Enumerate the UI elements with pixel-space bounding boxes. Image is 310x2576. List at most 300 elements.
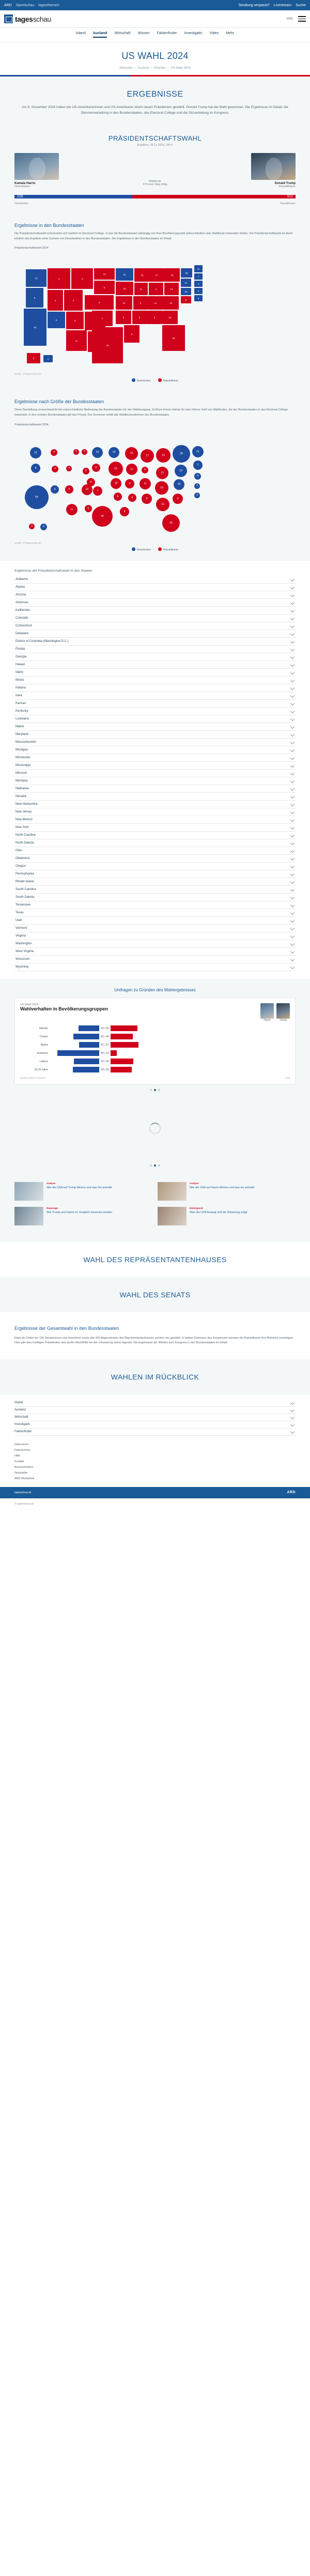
bubble-dc[interactable]: 3 — [194, 493, 200, 498]
state-accordion-item[interactable] — [14, 925, 296, 932]
state-accordion-item[interactable] — [14, 630, 296, 638]
bubble-ma[interactable]: 11 — [192, 446, 204, 457]
state-accordion-label: Maine — [16, 725, 24, 728]
chevron-down-icon[interactable] — [290, 685, 295, 689]
nav-item-wirtschaft[interactable]: Wirtschaft — [114, 32, 131, 35]
chevron-down-icon[interactable] — [290, 732, 295, 736]
state-accordion-item[interactable] — [14, 746, 296, 754]
chevron-down-icon[interactable] — [290, 763, 295, 767]
trump-party: Republikaner — [278, 185, 296, 189]
state-accordion-item[interactable] — [14, 832, 296, 839]
bubble-ok[interactable]: 7 — [93, 486, 102, 496]
map-state-ne-ks[interactable]: 6 — [85, 295, 114, 310]
state-accordion-item[interactable] — [14, 785, 296, 793]
map-state-ak[interactable]: 3 — [27, 353, 40, 363]
survey-chart-card — [14, 998, 296, 1085]
state-accordion-item[interactable] — [14, 886, 296, 894]
chevron-down-icon[interactable] — [290, 662, 295, 666]
survey-heading: Umfragen zu Gründen des Wahlergebnisses — [114, 987, 196, 992]
state-accordion-item[interactable] — [14, 894, 296, 901]
state-accordion-item[interactable] — [14, 638, 296, 646]
candidate-trump — [251, 153, 296, 188]
state-accordion-item[interactable] — [14, 801, 296, 808]
carousel-dot-3[interactable] — [158, 1089, 160, 1091]
carousel2-dot-3[interactable] — [158, 1164, 160, 1167]
state-accordion-item[interactable] — [14, 839, 296, 847]
footer-link[interactable]: Kontakt — [14, 1460, 24, 1463]
state-accordion-item[interactable] — [14, 622, 296, 630]
teaser-headline[interactable]: Was die USA bewegt und die Stimmung prägt — [190, 1210, 247, 1214]
map-state-mi[interactable]: 15 — [134, 268, 150, 282]
chevron-down-icon[interactable] — [290, 592, 295, 596]
nav-item-inland[interactable]: Inland — [75, 32, 86, 35]
bubble-fl[interactable]: 30 — [162, 514, 180, 532]
chevron-down-icon[interactable] — [290, 809, 295, 814]
map-state-wv[interactable]: 4 — [149, 283, 163, 295]
map-state-az[interactable]: 11 — [66, 330, 87, 351]
bubble-ut[interactable]: 6 — [65, 485, 73, 494]
bubble-oh[interactable]: 17 — [141, 449, 154, 463]
bubble-ct[interactable]: 7 — [193, 461, 203, 470]
chevron-down-icon[interactable] — [290, 623, 295, 627]
bubble-id[interactable]: 4 — [52, 466, 58, 472]
state-accordion-item[interactable] — [14, 793, 296, 801]
state-accordion-item[interactable] — [14, 901, 296, 909]
site-logo[interactable] — [4, 14, 51, 23]
footer-navigation — [0, 1394, 310, 1438]
bubble-wv[interactable]: 4 — [142, 467, 148, 473]
chevron-down-icon[interactable] — [290, 670, 295, 674]
footer-nav-item[interactable] — [14, 1407, 296, 1414]
footer-link[interactable]: ARD Mediathek — [14, 1477, 35, 1480]
site-header — [0, 10, 310, 28]
bubble-co[interactable]: 10 — [82, 484, 92, 495]
chevron-down-icon[interactable] — [290, 771, 295, 775]
bubble-la[interactable]: 8 — [120, 507, 129, 516]
bubble-il[interactable]: 19 — [109, 462, 123, 476]
survey-bar-values: 53 | 45 — [101, 1035, 109, 1038]
chevron-down-icon[interactable] — [290, 957, 295, 961]
teaser-headline[interactable]: Wie die USA auf Trump blicken und was ihn antreibt — [47, 1186, 112, 1189]
map-state-va[interactable]: 13 — [164, 283, 179, 295]
bubble-md[interactable]: 10 — [174, 479, 184, 490]
chart-title: Wahlverhalten in Bevölkerungsgruppen — [20, 1006, 108, 1011]
state-accordion-item[interactable] — [14, 870, 296, 878]
footer-bar — [0, 1487, 310, 1498]
state-accordion-item[interactable] — [14, 777, 296, 785]
bubble-ca[interactable]: 54 — [25, 485, 49, 509]
chart-trump-portrait — [276, 1003, 290, 1019]
map-state-la[interactable]: 8 — [124, 325, 140, 343]
chevron-down-icon[interactable] — [290, 693, 295, 697]
state-accordion-label: West Virginia — [16, 949, 34, 953]
map-state-de[interactable]: 3 — [194, 288, 203, 294]
bubble-pa[interactable]: 19 — [156, 448, 171, 463]
state-accordion-item[interactable] — [14, 591, 296, 599]
map-state-mn-n[interactable]: 10 — [94, 268, 115, 280]
bubble-or[interactable]: 8 — [31, 464, 40, 473]
map-state-or[interactable]: 8 — [26, 288, 43, 308]
map-state-fl[interactable]: 30 — [162, 325, 185, 351]
chevron-down-icon[interactable] — [290, 678, 295, 682]
electoral-bar — [14, 192, 296, 201]
teaser-thumbnail — [14, 1182, 43, 1201]
carousel2-dot-1[interactable] — [150, 1164, 152, 1167]
bubble-nv[interactable]: 6 — [51, 485, 59, 494]
utility-bar — [0, 0, 310, 10]
bubble-mi[interactable]: 15 — [125, 447, 138, 460]
chevron-down-icon[interactable] — [290, 755, 295, 759]
footer-nav-item[interactable] — [14, 1429, 296, 1436]
nav-item-ausland[interactable]: Ausland — [93, 32, 107, 38]
map-state-mt[interactable]: 4 — [48, 268, 70, 289]
teaser-card[interactable] — [14, 1207, 152, 1225]
senate-heading: WAHL DES SENATS — [119, 1290, 191, 1299]
chevron-down-icon[interactable] — [290, 864, 295, 868]
chevron-down-icon[interactable] — [290, 871, 295, 876]
map-state-wa[interactable]: 12 — [26, 269, 47, 287]
chevron-down-icon[interactable] — [290, 654, 295, 658]
chevron-down-icon[interactable] — [290, 1415, 295, 1419]
carousel-dots-secondary[interactable] — [0, 1159, 310, 1175]
chevron-down-icon[interactable] — [290, 918, 295, 922]
bubble-ia[interactable]: 6 — [92, 464, 100, 472]
chevron-down-icon[interactable] — [290, 740, 295, 744]
state-accordion-item[interactable] — [14, 863, 296, 870]
map-state-ky[interactable]: 8 — [133, 296, 148, 310]
utility-link-sportschau[interactable]: Sportschau — [16, 3, 35, 7]
map-state-hi[interactable]: 4 — [43, 355, 53, 362]
map-state-ut[interactable]: 6 — [66, 312, 84, 329]
state-accordion-item[interactable] — [14, 692, 296, 700]
map-state-wy[interactable]: 3 — [64, 290, 83, 311]
footer-nav-label: Ausland — [14, 1408, 26, 1412]
map-state-ma[interactable]: 11 — [194, 265, 203, 272]
search-icon[interactable]: Suche — [296, 3, 306, 7]
state-accordion-label: Wyoming — [16, 965, 28, 969]
bubble-map-source: Quelle: AP/tagesschau.de — [14, 541, 41, 544]
bubble-nd[interactable]: 3 — [73, 449, 79, 455]
bubble-sd[interactable]: 3 — [82, 449, 87, 455]
state-map-legend — [14, 378, 296, 382]
state-accordion-label: Maryland — [16, 732, 28, 736]
state-accordion-item[interactable] — [14, 731, 296, 739]
chevron-down-icon[interactable] — [290, 631, 295, 635]
map-state-ok[interactable]: 7 — [92, 311, 113, 326]
breadcrumb-item-startseite[interactable]: Startseite — [119, 67, 133, 70]
map-state-pa[interactable]: 19 — [164, 268, 180, 282]
survey-bar-right-track — [111, 1059, 160, 1064]
nav-item-wissen[interactable]: Wissen — [137, 32, 150, 35]
chevron-down-icon[interactable] — [290, 778, 295, 783]
survey-bar-row — [20, 1066, 290, 1074]
state-accordion-label: Illinois — [16, 678, 24, 682]
teaser-headline[interactable]: Wie die USA auf Harris blicken und was sie antreibt — [190, 1186, 255, 1189]
state-accordion-label: Kentucky — [16, 709, 28, 713]
state-accordion-item[interactable] — [14, 607, 296, 615]
map-state-ga[interactable]: 16 — [162, 311, 178, 324]
electoral-label: Wahlleute — [148, 180, 162, 183]
bubble-in[interactable]: 11 — [126, 464, 137, 475]
bubble-sc[interactable]: 9 — [173, 494, 183, 504]
nav-item-faktenfinder[interactable]: Faktenfinder — [157, 32, 177, 35]
state-accordion-label: New York — [16, 825, 29, 829]
bubble-hi[interactable]: 4 — [40, 524, 47, 530]
chevron-down-icon[interactable] — [290, 856, 295, 860]
nav-item-investigativ[interactable]: Investigativ — [184, 32, 203, 35]
chevron-down-icon[interactable] — [290, 647, 295, 651]
state-accordion-item[interactable] — [14, 646, 296, 653]
bubble-ks[interactable]: 6 — [87, 478, 95, 486]
state-accordion-item[interactable] — [14, 615, 296, 622]
bubble-ne[interactable]: 5 — [83, 468, 89, 474]
chevron-down-icon[interactable] — [290, 833, 295, 837]
chevron-down-icon[interactable] — [290, 887, 295, 891]
survey-bar-harris — [73, 1034, 99, 1039]
state-accordion-item[interactable] — [14, 909, 296, 917]
chevron-down-icon[interactable] — [290, 879, 295, 883]
bubble-nc[interactable]: 16 — [155, 481, 168, 495]
bubble-az[interactable]: 11 — [66, 504, 78, 515]
footer-link[interactable]: Hilfe — [14, 1454, 21, 1458]
footer-link[interactable]: Barrierefreiheit — [14, 1465, 34, 1469]
map-state-oh[interactable]: 17 — [149, 268, 164, 282]
state-accordion-item[interactable] — [14, 917, 296, 925]
bubble-wi[interactable]: 10 — [109, 447, 119, 458]
teaser-card[interactable] — [14, 1182, 152, 1201]
chevron-down-icon[interactable] — [290, 639, 295, 643]
map-state-md[interactable]: 10 — [181, 288, 191, 295]
map-state-nc[interactable]: 16 — [163, 296, 179, 310]
map-state-ar[interactable]: 6 — [116, 311, 131, 324]
chevron-down-icon[interactable] — [290, 786, 295, 790]
bubble-ky[interactable]: 8 — [125, 479, 134, 488]
utility-link-ard[interactable]: ARD — [4, 3, 12, 7]
map-state-id[interactable]: 4 — [48, 290, 63, 311]
state-accordion-label: South Carolina — [16, 887, 36, 891]
chevron-down-icon[interactable] — [290, 949, 295, 953]
map-state-ca[interactable]: 54 — [24, 309, 47, 346]
bubble-nj[interactable]: 14 — [175, 465, 187, 477]
chevron-down-icon[interactable] — [290, 926, 295, 930]
state-accordion-item[interactable] — [14, 576, 296, 584]
state-accordion-item[interactable] — [14, 963, 296, 971]
state-accordion-label: Massachusetts — [16, 740, 37, 744]
chevron-down-icon[interactable] — [290, 910, 295, 914]
bubble-nm[interactable]: 5 — [85, 505, 92, 512]
footer-nav-item[interactable] — [14, 1414, 296, 1421]
bubble-ar[interactable]: 6 — [114, 493, 122, 501]
chevron-down-icon[interactable] — [290, 895, 295, 899]
state-accordion-item[interactable] — [14, 855, 296, 863]
state-accordion-item[interactable] — [14, 878, 296, 886]
bubble-va[interactable]: 13 — [156, 467, 168, 479]
state-accordion-label: District of Columbia (Washington D.C.) — [16, 639, 69, 643]
state-accordion-item[interactable] — [14, 584, 296, 591]
candidate-harris — [14, 153, 59, 188]
carousel-dot-2[interactable] — [154, 1089, 156, 1091]
chevron-down-icon[interactable] — [290, 817, 295, 821]
state-accordion-item[interactable] — [14, 770, 296, 777]
state-accordion-item[interactable] — [14, 684, 296, 692]
harris-portrait — [14, 153, 59, 180]
footer-nav-item[interactable] — [14, 1421, 296, 1429]
map-state-ms[interactable]: 6 — [132, 311, 147, 324]
breadcrumb-item-amerika[interactable]: Amerika — [154, 67, 166, 70]
bubble-de[interactable]: 3 — [194, 483, 200, 489]
nav-item-video[interactable]: Video — [209, 32, 219, 35]
bubble-mt[interactable]: 4 — [51, 449, 57, 456]
bubble-al[interactable]: 9 — [142, 494, 152, 504]
state-accordion-item[interactable] — [14, 754, 296, 762]
state-accordion-item[interactable] — [14, 677, 296, 684]
state-accordion-item[interactable] — [14, 661, 296, 669]
state-accordion-label: Colorado — [16, 616, 28, 620]
map-state-tn[interactable]: 11 — [148, 296, 163, 310]
footer-link[interactable]: Impressum — [14, 1443, 29, 1446]
map-state-tx[interactable]: 40 — [92, 327, 123, 363]
bubble-wy[interactable]: 3 — [66, 466, 72, 471]
teaser-card[interactable] — [158, 1207, 296, 1225]
footer-link[interactable]: Datenschutz — [14, 1448, 30, 1452]
state-accordion-item[interactable] — [14, 599, 296, 607]
state-accordion-item[interactable] — [14, 847, 296, 855]
state-accordion-item[interactable] — [14, 669, 296, 677]
bubble-legend-democrats: Demokraten — [136, 548, 151, 551]
chevron-down-icon[interactable] — [290, 709, 295, 713]
state-accordion-label: North Dakota — [16, 841, 34, 845]
map-state-nd-sd[interactable]: 3 — [71, 268, 93, 289]
footer-nav-label: Investigativ — [14, 1423, 30, 1427]
chevron-down-icon[interactable] — [290, 933, 295, 938]
bubble-ms[interactable]: 6 — [128, 494, 136, 502]
state-accordion-item[interactable] — [14, 762, 296, 770]
logo-text-primary: tages — [15, 14, 33, 23]
chevron-down-icon[interactable] — [290, 600, 295, 604]
carousel2-dot-2[interactable] — [154, 1164, 156, 1167]
state-accordion-item[interactable] — [14, 715, 296, 723]
carousel-dots[interactable] — [14, 1085, 296, 1093]
chevron-down-icon[interactable] — [290, 825, 295, 829]
ergebnisse-text: Am 5. November 2024 haben die US-Amerikanerinnen und US-Amerikaner einen neuen Präsidenten gewählt. Donald Trump hat die Wahl gewonnen. Die Ergebnisse im Detail: die Stimmenverteilung in den Bundesstaaten, das Electoral College und die Sitzverteilung im Kongress. — [22, 105, 288, 115]
state-accordion-item[interactable] — [14, 700, 296, 708]
us-choropleth-map[interactable] — [14, 252, 296, 371]
map-state-ia[interactable]: 6 — [94, 281, 115, 294]
chevron-down-icon[interactable] — [290, 1430, 295, 1434]
legend-democrats: Demokraten — [136, 379, 151, 383]
chevron-down-icon[interactable] — [290, 701, 295, 705]
bubble-tn[interactable]: 11 — [140, 478, 151, 489]
chevron-down-icon[interactable] — [290, 794, 295, 798]
footer-links — [0, 1438, 310, 1487]
chevron-down-icon[interactable] — [290, 724, 295, 728]
chevron-down-icon[interactable] — [290, 840, 295, 845]
chevron-down-icon[interactable] — [290, 608, 295, 612]
chevron-down-icon[interactable] — [290, 585, 295, 589]
bubble-mo[interactable]: 10 — [111, 478, 121, 489]
state-accordion-item[interactable] — [14, 739, 296, 746]
chevron-down-icon[interactable] — [290, 802, 295, 806]
chevron-down-icon[interactable] — [290, 1422, 295, 1427]
chevron-down-icon[interactable] — [290, 964, 295, 969]
state-accordion-item[interactable] — [14, 723, 296, 731]
us-bubble-map[interactable] — [14, 428, 296, 540]
chevron-down-icon[interactable] — [290, 1401, 295, 1405]
map-state-dc[interactable]: 3 — [194, 295, 203, 301]
carousel-dot-1[interactable] — [150, 1089, 152, 1091]
utility-link-sendung-verpasst[interactable]: Sendung verpasst? — [238, 3, 270, 7]
bubble-mn[interactable]: 10 — [92, 447, 103, 458]
utility-link-livestream[interactable]: Livestream — [273, 3, 292, 7]
footer-link[interactable]: Newsletter — [14, 1471, 28, 1475]
state-accordion-label: Nevada — [16, 794, 26, 798]
map-state-ct[interactable]: 7 — [194, 273, 203, 280]
survey-section — [0, 978, 310, 1097]
breadcrumb-item-ausland[interactable]: Ausland — [137, 67, 149, 70]
map-state-al[interactable]: 9 — [147, 311, 162, 324]
state-accordion-label: Montana — [16, 779, 28, 783]
state-accordion-item[interactable] — [14, 808, 296, 816]
utility-link-tagesthemen[interactable]: tagesthemen — [38, 3, 59, 7]
chevron-down-icon[interactable] — [290, 747, 295, 752]
bubble-ny[interactable]: 28 — [173, 445, 190, 463]
map-state-sc[interactable]: 9 — [181, 296, 191, 303]
header-ard-label: ARD — [286, 17, 293, 21]
survey-bar-row — [20, 1041, 290, 1049]
chevron-down-icon[interactable] — [290, 616, 295, 620]
state-accordion-item[interactable] — [14, 948, 296, 956]
footer-nav-item[interactable] — [14, 1400, 296, 1407]
map-state-ny[interactable]: 28 — [181, 268, 192, 278]
congress-states-text: Etwa ein Drittel der 100 Senatorinnen und Senatoren sowie alle 435 Abgeordneten des Repräsentantenhauses wurden neu gewählt. In beiden Kammern des Kongresses konnten die Republikaner ihre Mehrheit verteidigen. Dies gibt dem künftigen Präsidenten eine große Machtfülle bei der Umsetzung seiner Agenda. Die Ergebnisse der Wahlen zum Kongress in den Bundesstaaten im Detail: — [14, 1336, 294, 1345]
map-state-ri[interactable]: 4 — [194, 281, 203, 287]
state-accordion-item[interactable] — [14, 956, 296, 963]
bubble-wa[interactable]: 12 — [30, 447, 41, 458]
state-accordion-item[interactable] — [14, 653, 296, 661]
teaser-grid — [0, 1175, 310, 1242]
survey-bar-left-track — [50, 1059, 99, 1064]
survey-bar-right-track — [111, 1025, 160, 1031]
bubble-ri[interactable]: 4 — [194, 473, 201, 480]
map-state-mo[interactable]: 10 — [116, 296, 132, 310]
survey-bar-label: Weiße — [40, 1043, 48, 1047]
chevron-down-icon[interactable] — [290, 577, 295, 581]
burger-menu-icon[interactable] — [298, 16, 306, 22]
teaser-card[interactable] — [158, 1182, 296, 1201]
state-accordion-item[interactable] — [14, 932, 296, 940]
map-state-nv[interactable]: 6 — [48, 312, 65, 328]
nav-item-mehr[interactable]: Mehr — [226, 32, 235, 35]
state-accordion-item[interactable] — [14, 816, 296, 824]
chevron-down-icon[interactable] — [290, 1408, 295, 1412]
state-accordion-item[interactable] — [14, 708, 296, 715]
state-accordion-item[interactable] — [14, 824, 296, 832]
chevron-down-icon[interactable] — [290, 848, 295, 852]
map-state-nj[interactable]: 14 — [181, 279, 191, 287]
teaser-kicker: Reportage — [47, 1206, 58, 1209]
bubble-ak[interactable]: 3 — [29, 524, 35, 529]
chevron-down-icon[interactable] — [290, 941, 295, 945]
bubble-ga[interactable]: 16 — [156, 498, 169, 511]
chevron-down-icon[interactable] — [290, 902, 295, 907]
teaser-headline[interactable]: Wie Trump und Harris im Vergleich bewertet werden — [47, 1210, 113, 1214]
map-state-in[interactable]: 11 — [134, 283, 148, 295]
map-state-wi[interactable]: 10 — [116, 268, 133, 281]
chevron-down-icon[interactable] — [290, 716, 295, 720]
map-state-il[interactable]: 19 — [116, 282, 133, 295]
bubble-tx[interactable]: 40 — [92, 506, 113, 527]
state-accordion-item[interactable] — [14, 940, 296, 948]
